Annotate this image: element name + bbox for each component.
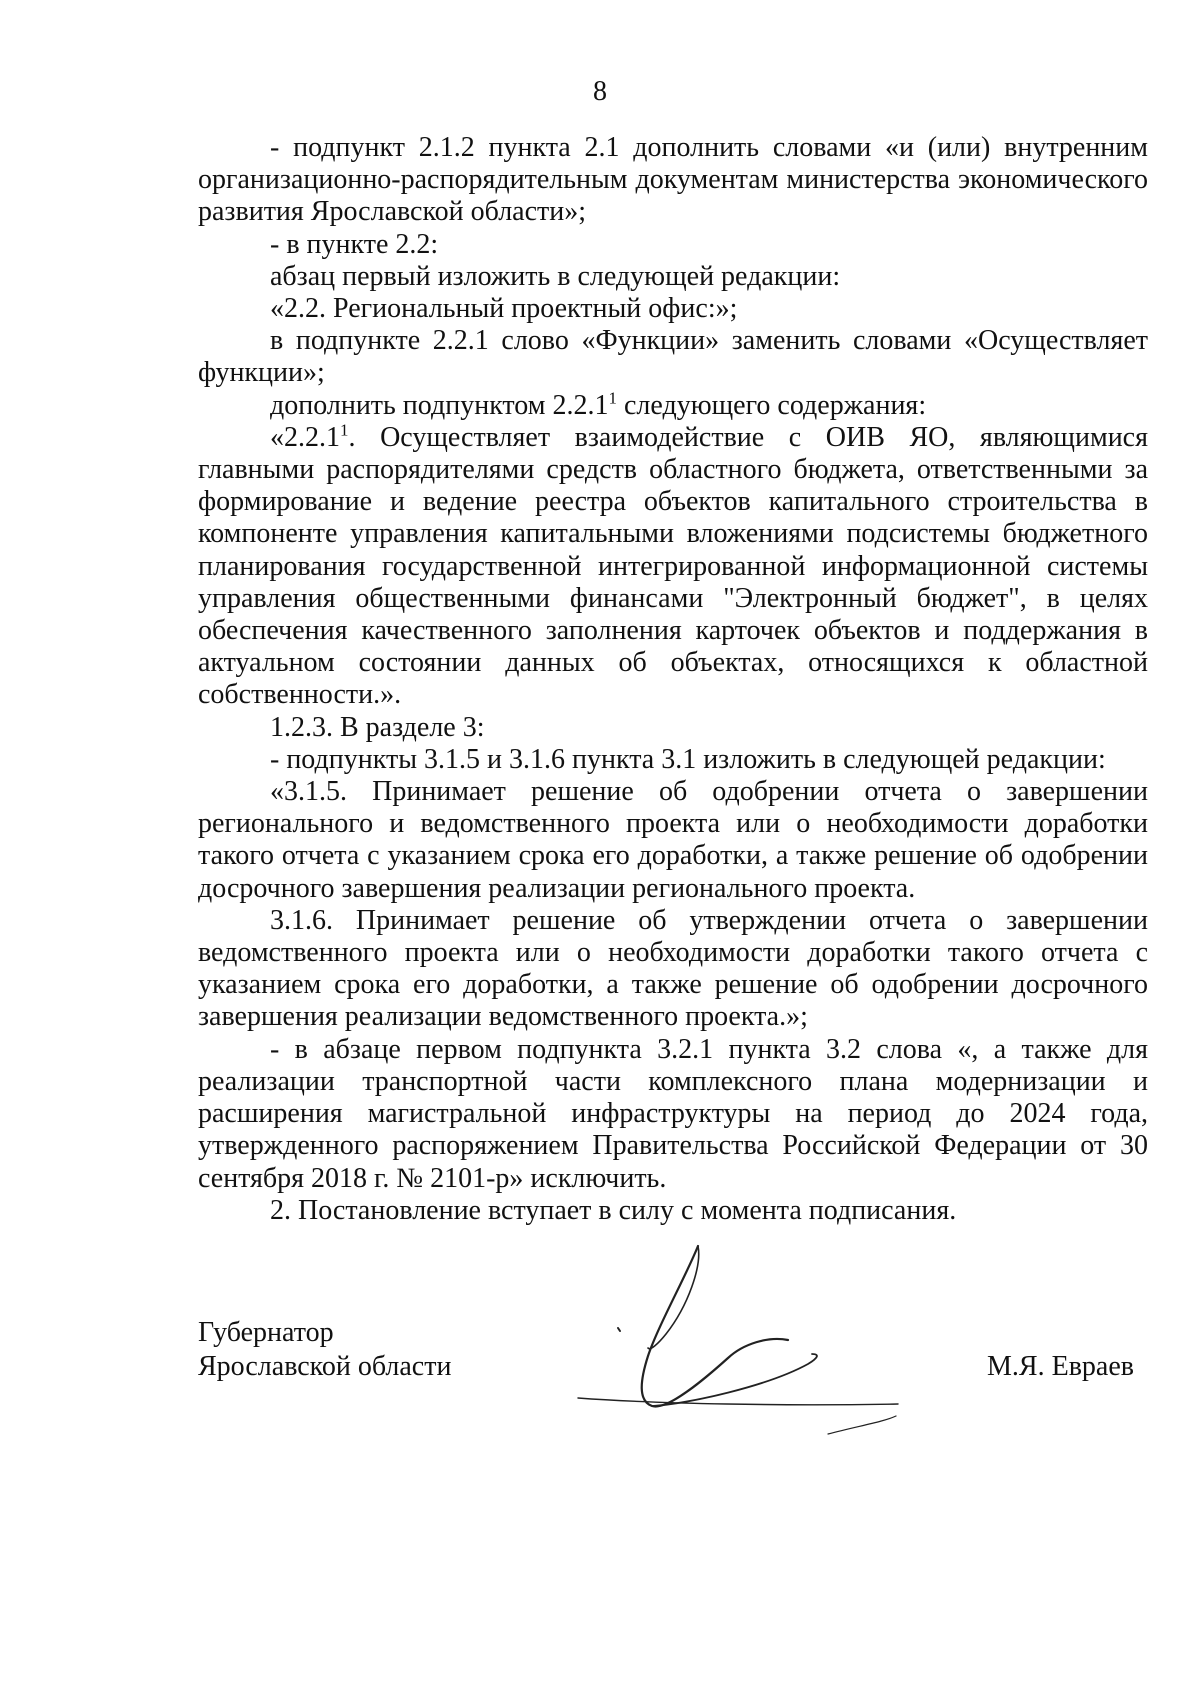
paragraph-section-1-2-3: 1.2.3. В разделе 3: xyxy=(270,711,485,743)
paragraph-subclause-2-2-1-1: «2.2.1$^1$. Осуществляет взаимодействие с ОИВ ЯО, являющимися главными распорядителями средств областного бюджета, ответственными за формирование и ведение реестра объектов капитального строительства в компоненте управления капитальными вложениями подсистемы бюджетного планирования государственной интегрированной информационной системы управления общественными финансами "Электронный бюджет", в целях обеспечения качественного заполнения карточек объектов и поддержания в актуальном состоянии данных об объектах, относящихся к областной собственности.». xyxy=(198,420,1148,711)
superscript-one: 1 xyxy=(608,388,617,408)
paragraph-effective-date: 2. Постановление вступает в силу с момента подписания. xyxy=(270,1194,957,1226)
paragraph-subclause-2-1-2: - подпункт 2.1.2 пункта 2.1 дополнить словами «и (или) внутренним организационно-распорядительным документам министерства экономического развития Ярославской области»; xyxy=(198,132,1148,228)
paragraph-subclause-2-2-1: в подпункте 2.2.1 слово «Функции» заменить словами «Осуществляет функции»; xyxy=(198,325,1148,389)
handwritten-signature xyxy=(568,1236,928,1456)
paragraph-subclause-3-1-5: «3.1.5. Принимает решение об одобрении отчета о завершении регионального и ведомственного проекта или о необходимости доработки такого отчета с указанием срока его доработки, а также решение об одобрении досрочного завершения реализации регионального проекта. xyxy=(198,776,1148,904)
signatory-name: М.Я. Евраев xyxy=(987,1351,1134,1382)
superscript-one: 1 xyxy=(340,420,349,440)
paragraph-subclause-3-1-6: 3.1.6. Принимает решение об утверждении отчета о завершении ведомственного проекта или о необходимости доработки такого отчета с указанием срока его доработки, а также решение об одобрении досрочного завершения реализации ведомственного проекта.»; xyxy=(198,904,1148,1033)
signatory-title-line2: Ярославской области xyxy=(198,1351,452,1382)
signatory-title xyxy=(198,1316,451,1384)
document-body xyxy=(198,132,1148,1227)
paragraph-subclause-3-2-1: - в абзаце первом подпункта 3.2.1 пункта 3.2 слова «, а также для реализации транспортной части комплексного плана модернизации и расширения магистральной инфраструктуры на период до 2024 года, утвержденного распоряжением Правительства Российской Федерации от 30 сентября 2018 г. № 2101-р» исключить. xyxy=(198,1033,1148,1194)
signature-block xyxy=(198,1316,1148,1426)
paragraph-project-office: «2.2. Региональный проектный офис:»; xyxy=(270,293,738,325)
paragraph-clause-2-2: - в пункте 2.2: xyxy=(270,228,439,260)
paragraph-add-subclause: дополнить подпунктом 2.2.1$^1$ следующего содержания: xyxy=(270,388,927,421)
paragraph-first-abzac: абзац первый изложить в следующей редакции: xyxy=(270,260,841,292)
page-number: 8 xyxy=(593,76,607,107)
signatory-title-line1: Губернатор xyxy=(198,1317,334,1348)
paragraph-subclauses-3-1-5-6: - подпункты 3.1.5 и 3.1.6 пункта 3.1 изложить в следующей редакции: xyxy=(270,743,1106,775)
